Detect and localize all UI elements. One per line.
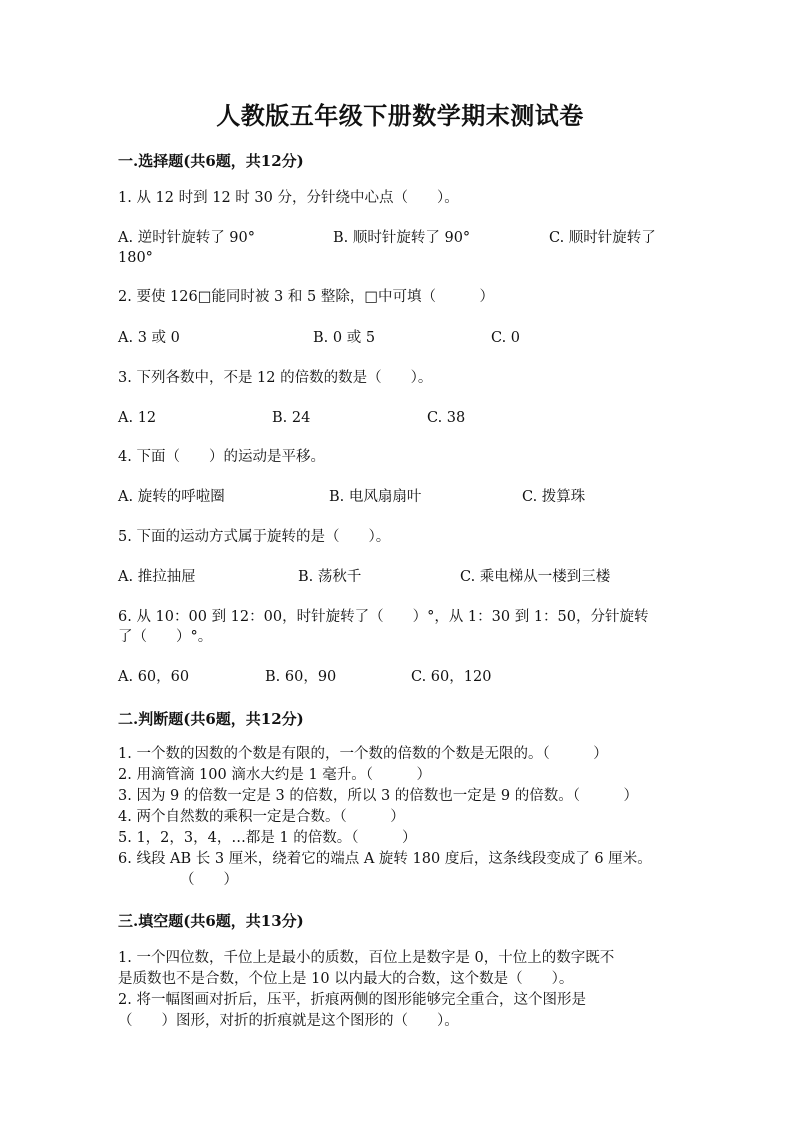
question-text: 4. 下面（ ）的运动是平移。 (118, 449, 325, 465)
judge-item: 4. 两个自然数的乘积一定是合数。（ ） (118, 809, 405, 825)
option-c: C. 60，120 (411, 669, 492, 685)
option-b: B. 电风扇扇叶 (329, 489, 422, 505)
judge-item: 6. 线段 AB 长 3 厘米，绕着它的端点 A 旋转 180 度后，这条线段变成了 6 厘米。 (118, 851, 652, 867)
option-b: B. 顺时针旋转了 90° (333, 230, 471, 246)
option-b: B. 60，90 (265, 669, 337, 685)
option-b: B. 荡秋千 (298, 569, 362, 585)
section-heading-choice: 一.选择题(共6题，共12分) (118, 152, 304, 170)
question-text: 3. 下列各数中，不是 12 的倍数的数是（ ）。 (118, 370, 433, 386)
fill-question-text-continued: （ ）图形，对折的折痕就是这个图形的（ ）。 (118, 1013, 459, 1029)
judge-item: 2. 用滴管滴 100 滴水大约是 1 毫升。（ ） (118, 767, 432, 783)
judge-item-blank: （ ） (180, 872, 238, 888)
judge-item: 3. 因为 9 的倍数一定是 3 的倍数，所以 3 的倍数也一定是 9 的倍数。（ ） (118, 788, 638, 804)
option-a: A. 逆时针旋转了 90° (118, 230, 255, 246)
fill-question-text: 1. 一个四位数，千位上是最小的质数，百位上是数字是 0，十位上的数字既不 (118, 950, 615, 966)
option-a: A. 推拉抽屉 (118, 569, 196, 585)
option-c: C. 0 (491, 330, 521, 346)
option-c: C. 顺时针旋转了 (549, 230, 656, 246)
option-c-continued: 180° (118, 250, 153, 266)
question-text-continued: 了（ ）°。 (118, 629, 213, 645)
option-b: B. 24 (272, 410, 311, 426)
option-a: A. 旋转的呼啦圈 (118, 489, 225, 505)
option-c: C. 乘电梯从一楼到三楼 (460, 569, 611, 585)
page-title: 人教版五年级下册数学期末测试卷 (216, 101, 584, 130)
option-c: C. 拨算珠 (522, 489, 586, 505)
fill-question-text-continued: 是质数也不是合数，个位上是 10 以内最大的合数，这个数是（ ）。 (118, 971, 574, 987)
fill-question-text: 2. 将一幅图画对折后，压平，折痕两侧的图形能够完全重合，这个图形是 (118, 992, 586, 1008)
question-text: 1. 从 12 时到 12 时 30 分，分针绕中心点（ ）。 (118, 190, 459, 206)
section-heading-fill: 三.填空题(共6题，共13分) (118, 912, 304, 930)
question-text: 5. 下面的运动方式属于旋转的是（ ）。 (118, 529, 391, 545)
option-a: A. 12 (118, 410, 157, 426)
section-heading-judge: 二.判断题(共6题，共12分) (118, 710, 304, 728)
judge-item: 5. 1，2，3，4，…都是 1 的倍数。（ ） (118, 830, 417, 846)
option-b: B. 0 或 5 (313, 330, 376, 346)
option-a: A. 60，60 (118, 669, 190, 685)
option-c: C. 38 (427, 410, 466, 426)
judge-item: 1. 一个数的因数的个数是有限的，一个数的倍数的个数是无限的。（ ） (118, 746, 608, 762)
question-text: 2. 要使 126□能同时被 3 和 5 整除，□中可填（ ） (118, 289, 495, 305)
option-a: A. 3 或 0 (118, 330, 180, 346)
question-text: 6. 从 10：00 到 12：00，时针旋转了（ ）°，从 1：30 到 1：50，分针旋转 (118, 609, 649, 625)
